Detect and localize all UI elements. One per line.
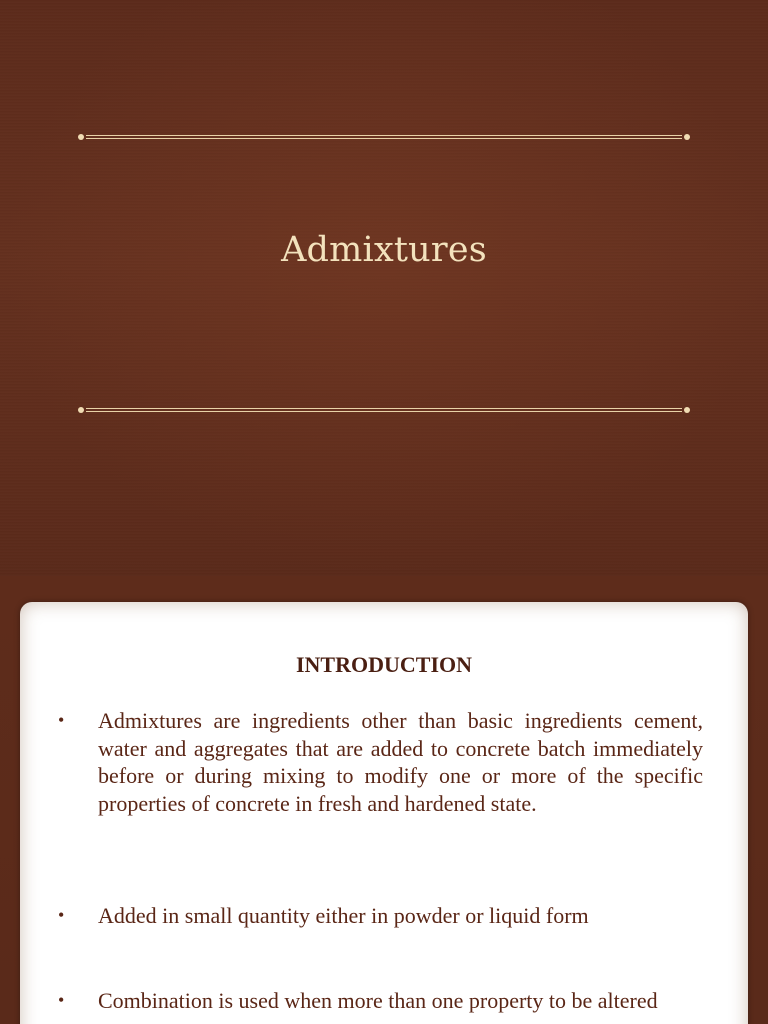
- bullet-text: Added in small quantity either in powder or liquid form: [98, 903, 589, 928]
- section-heading: INTRODUCTION: [295, 652, 473, 677]
- bullet-text: Combination is used when more than one property to be altered: [98, 988, 658, 1013]
- bullet-icon: •: [58, 710, 65, 730]
- bullet-item: [58, 987, 703, 1024]
- decorative-rule-bottom: [78, 406, 690, 414]
- introduction-slide: [0, 576, 768, 1024]
- bullet-text: Admixtures are ingredients other than basic ingredients cement, water and aggregates that are added to concrete batch immediately before or during mixing to modify one or more of the specific properties of concrete in fresh and hardened state.: [98, 708, 703, 816]
- content-card: [20, 602, 748, 1024]
- bullet-icon: •: [58, 990, 65, 1010]
- slide-title: Admixtures: [281, 230, 487, 270]
- bullet-item: [58, 902, 703, 932]
- bullet-item: [58, 707, 703, 847]
- decorative-rule-top: [78, 133, 690, 141]
- bullet-icon: •: [58, 905, 65, 925]
